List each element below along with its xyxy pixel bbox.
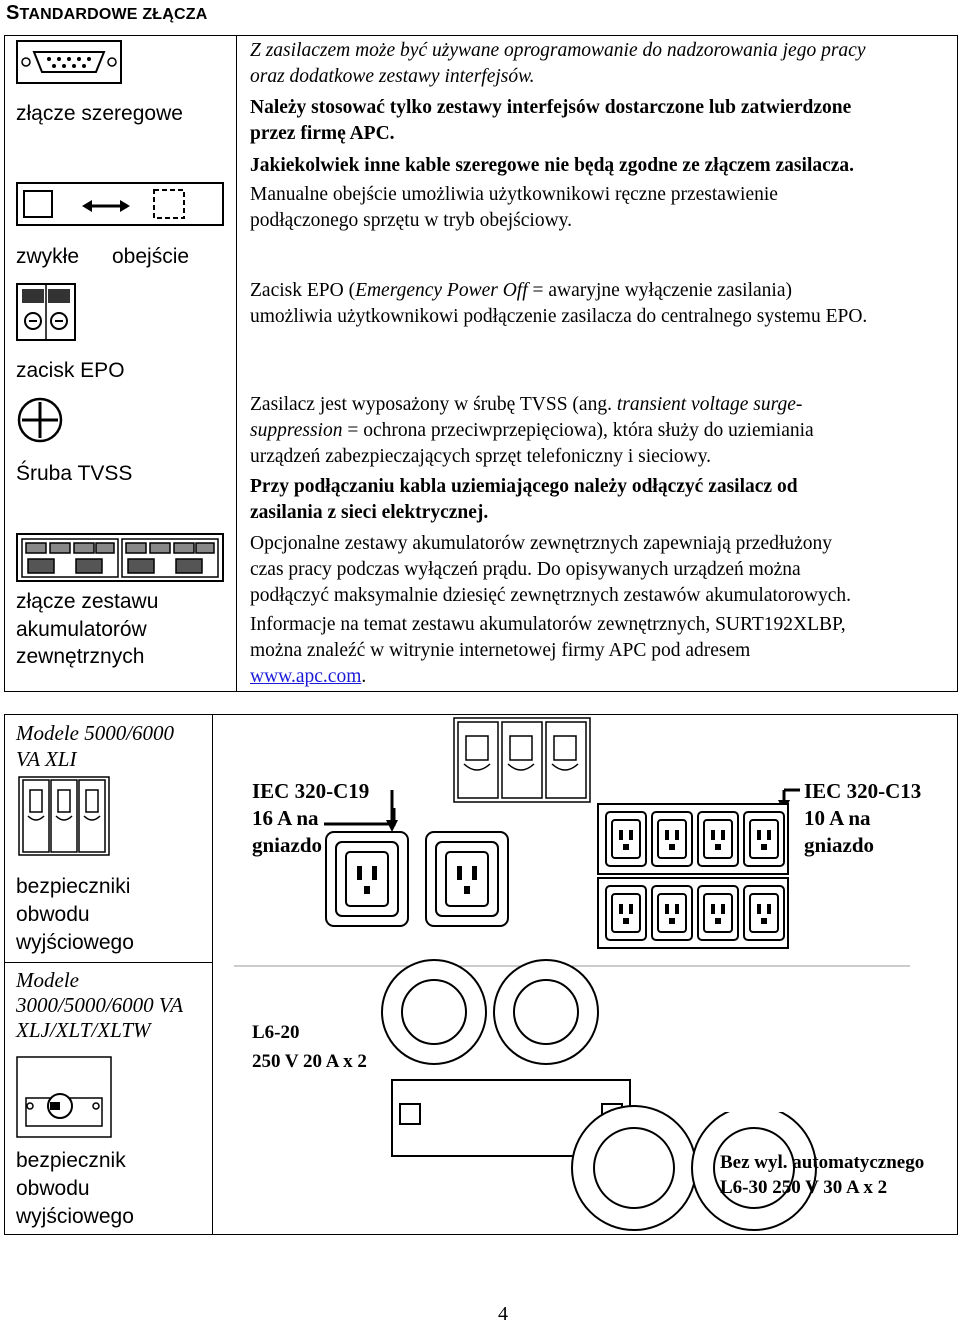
p2-line2: przez firmę APC.: [250, 123, 395, 144]
p6-line3: urządzeń zabezpieczających sprzęt telefoniczny i sieciowy.: [250, 446, 712, 467]
c13-line1: IEC 320-C13: [804, 779, 922, 803]
c13-label: [804, 778, 921, 859]
circuit-breakers-icon: [18, 776, 110, 856]
breakers-line2: obwodu: [16, 903, 90, 926]
normal-label: zwykłe: [16, 245, 80, 268]
models2-line3: XLJ/XLT/XLTW: [16, 1018, 151, 1042]
paragraph-grounding-warning: [250, 474, 798, 526]
models2-line1: Modele: [16, 968, 79, 992]
models-xlj-label: [16, 968, 183, 1043]
c13-line3: gniazdo: [804, 833, 875, 857]
breaker-line3: wyjściowego: [16, 1205, 134, 1228]
heading-first-letter: S: [6, 2, 20, 24]
breakers-line3: wyjściowego: [16, 931, 134, 954]
serial-label: złącze szeregowe: [16, 102, 183, 125]
c19-label: [252, 778, 369, 859]
p7-line1: Przy podłączaniu kabla uziemiającego należy odłączyć zasilacz od: [250, 476, 798, 497]
p1-line1: Z zasilaczem może być używane oprogramowanie do nadzorowania jego pracy: [250, 40, 866, 61]
p6-line2: suppression = ochrona przeciwprzepięciowa), która służy do uziemiania: [250, 420, 814, 441]
p4-line1: Manualne obejście umożliwia użytkownikowi ręczne przestawienie: [250, 184, 778, 205]
battery-label-line3: zewnętrznych: [16, 645, 145, 668]
paragraph-info: Informacje na temat zestawu akumulatorów zewnętrznych, SURT192XLBP, można znaleźć w witrynie internetowej firmy APC pod adresem www.apc.com.: [250, 614, 846, 687]
c13-line2: 10 A na: [804, 806, 871, 830]
p8-line3: podłączyć maksymalnie dziesięć zewnętrznych zestawów akumulatorowych.: [250, 585, 852, 606]
c19-line1: IEC 320-C19: [252, 779, 370, 803]
paragraph-interfaces: [250, 95, 851, 147]
c19-line3: gniazdo: [252, 833, 323, 857]
battery-label-line1: złącze zestawu: [16, 590, 159, 613]
breakers-label: [16, 873, 134, 957]
models1-line2: VA XLI: [16, 747, 77, 771]
models-divider: [212, 714, 213, 1235]
p5-line2: umożliwia użytkownikowi podłączenie zasilacza do centralnego systemu EPO.: [250, 306, 868, 327]
tvss-label: Śruba TVSS: [16, 462, 133, 485]
page-number: 4: [498, 1303, 508, 1325]
l6-20-outlets: [382, 960, 598, 1064]
p2-line1: Należy stosować tylko zestawy interfejsów dostarczone lub zatwierdzone: [250, 97, 852, 118]
breaker-line1: bezpiecznik: [16, 1149, 126, 1172]
section-heading: [6, 2, 208, 25]
breaker-block: [454, 718, 590, 802]
breakers-line1: bezpieczniki: [16, 875, 131, 898]
paragraph-tvss: [250, 392, 814, 470]
battery-connector-icon: [16, 533, 226, 583]
epo-terminal-icon: [16, 283, 76, 341]
p6-line1: Zasilacz jest wyposażony w śrubę TVSS (ang. transient voltage surge-: [250, 394, 803, 415]
paragraph-bypass: [250, 182, 778, 234]
table-divider: [236, 35, 237, 692]
models1-line1: Modele 5000/6000: [16, 721, 175, 745]
paragraph-batteries: [250, 531, 851, 609]
c19-line2: 16 A na: [252, 806, 319, 830]
l6-20-label: [252, 1018, 367, 1076]
models2-line2: 3000/5000/6000 VA: [16, 993, 184, 1017]
single-breaker-icon: [16, 1056, 112, 1138]
p8-line2: czas pracy podczas wyłączeń prądu. Do opisywanych urządzeń można: [250, 559, 801, 580]
bypass-switch-icon: [16, 182, 226, 226]
paragraph-epo: [250, 278, 867, 330]
p1-line2: oraz dodatkowe zestawy interfejsów.: [250, 66, 535, 87]
p9-line1: Informacje na temat zestawu akumulatorów zewnętrznych, SURT192XLBP,: [250, 614, 846, 635]
p9-line2: można znaleźć w witrynie internetowej firmy APC pod adresem: [250, 640, 751, 661]
serial-port-icon: [16, 40, 122, 84]
paragraph-software: [250, 38, 865, 90]
p5-line1: Zacisk EPO (Emergency Power Off = awaryjne wyłączenie zasilania): [250, 280, 792, 301]
heading-rest: TANDARDOWE ZŁĄCZA: [19, 6, 208, 23]
tvss-screw-icon: [16, 396, 66, 446]
epo-label: zacisk EPO: [16, 359, 125, 382]
p8-line1: Opcjonalne zestawy akumulatorów zewnętrznych zapewniają przedłużony: [250, 533, 833, 554]
breaker-line2: obwodu: [16, 1177, 90, 1200]
l6-30-label: [720, 1150, 924, 1200]
p7-line2: zasilania z sieci elektrycznej.: [250, 502, 489, 523]
l630-line1: Bez wyl. automatycznego: [720, 1152, 925, 1173]
l630-line2: L6-30 250 V 30 A x 2: [720, 1177, 888, 1198]
apc-website-link[interactable]: www.apc.com: [250, 666, 362, 687]
l620-line1: L6-20: [252, 1022, 300, 1043]
p4-line2: podłączonego sprzętu w tryb obejściowy.: [250, 210, 573, 231]
models-xli-label: [16, 720, 174, 772]
models-row-divider: [4, 962, 212, 963]
bypass-label: obejście: [112, 245, 190, 268]
paragraph-cables: Jakiekolwiek inne kable szeregowe nie będą zgodne ze złączem zasilacza.: [250, 155, 855, 176]
battery-label-line2: akumulatorów: [16, 618, 147, 641]
breaker-label: [16, 1147, 134, 1231]
l620-line2: 250 V 20 A x 2: [252, 1051, 367, 1072]
